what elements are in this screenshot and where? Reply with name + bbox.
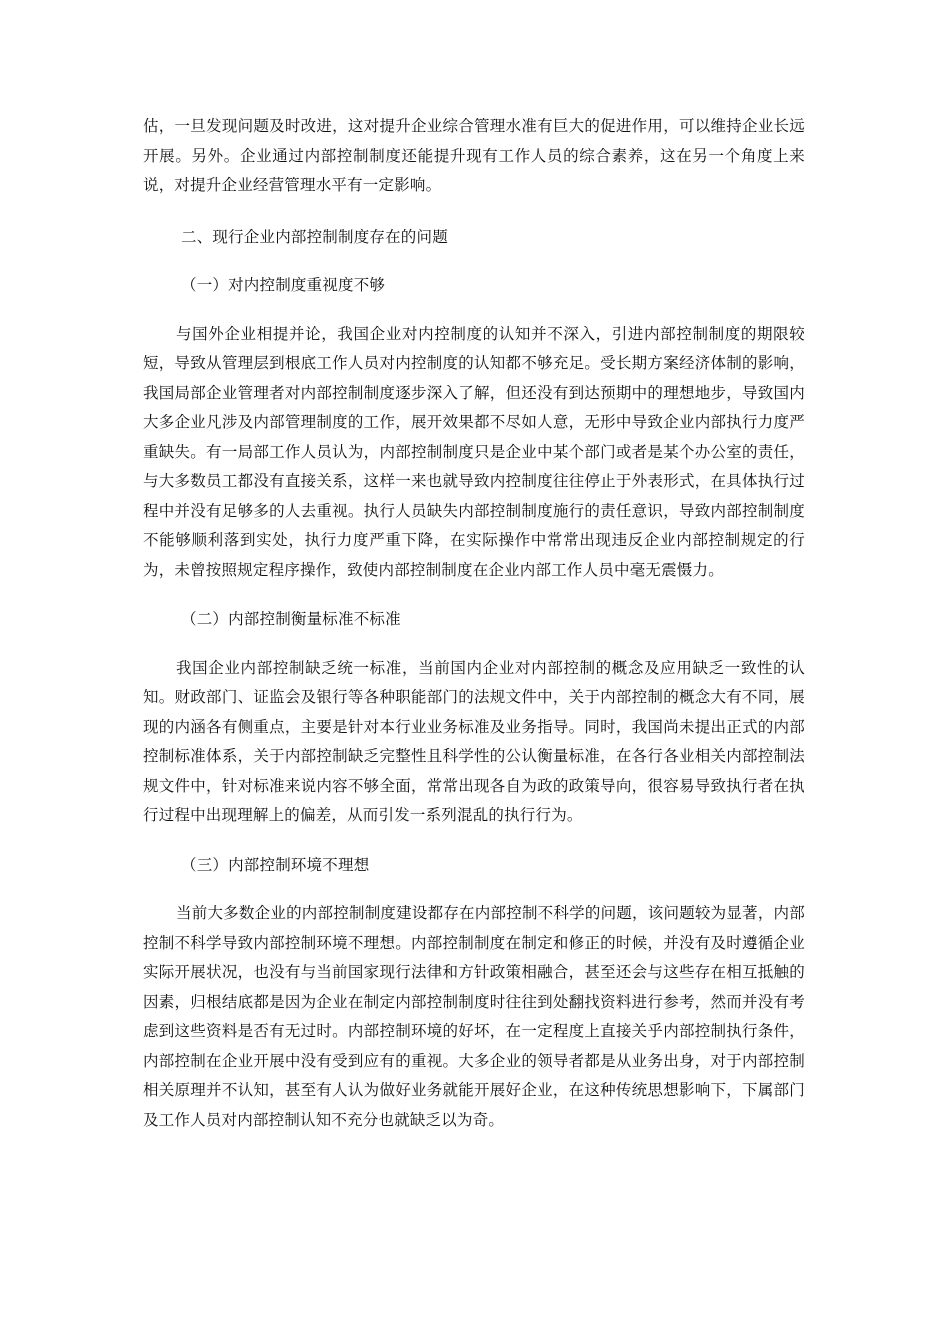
subsection-heading-3: （三）内部控制环境不理想 (181, 855, 370, 874)
intro-continuation-paragraph: 估，一旦发现问题及时改进，这对提升企业综合管理水准有巨大的促进作用，可以维持企业长远开展。另外。企业通过内部控制制度还能提升现有工作人员的综合素养，这在另一个角度上来说，对提升企业经营管理水平有一定影响。 (143, 117, 805, 194)
document-page (143, 112, 805, 1155)
section-heading: 二、现行企业内部控制制度存在的问题 (181, 227, 448, 246)
subsection-heading-2: （二）内部控制衡量标准不标准 (181, 610, 401, 628)
subsection-heading-1: （一）对内控制度重视度不够 (181, 276, 386, 294)
subsection-body-3: 当前大多数企业的内部控制制度建设都存在内部控制不科学的问题，该问题较为显著，内部控制不科学导致内部控制环境不理想。内部控制制度在制定和修正的时候，并没有及时遵循企业实际开展状况，也没有与当前国家现行法律和方针政策相融合，甚至还会与这些存在相互抵触的因素，归根结底都是因为企业在制定内部控制制度时往往到处翻找资料进行参考，然而并没有考虑到这些资料是否有无过时。内部控制环境的好坏，在一定程度上直接关乎内部控制执行条件，内部控制在企业开展中没有受到应有的重视。大多企业的领导者都是从业务出身，对于内部控制相关原理并不认知，甚至有人认为做好业务就能开展好企业，在这种传统思想影响下，下属部门及工作人员对内部控制认知不充分也就缺乏以为奇。 (143, 904, 805, 1129)
subsection-body-2: 我国企业内部控制缺乏统一标准，当前国内企业对内部控制的概念及应用缺乏一致性的认知。财政部门、证监会及银行等各种职能部门的法规文件中，关于内部控制的概念大有不同，展现的内涵各有侧重点，主要是针对本行业业务标准及业务指导。同时，我国尚未提出正式的内部控制标准体系，关于内部控制缺乏完整性且科学性的公认衡量标准，在各行各业相关内部控制法规文件中，针对标准来说内容不够全面，常常出现各自为政的政策导向，很容易导致执行者在执行过程中出现理解上的偏差，从而引发一系列混乱的执行行为。 (143, 658, 805, 824)
subsection-body-1: 与国外企业相提并论，我国企业对内控制度的认知并不深入，引进内部控制制度的期限较短，导致从管理层到根底工作人员对内控制度的认知都不够充足。受长期方案经济体制的影响，我国局部企业管理者对内部控制制度逐步深入了解，但还没有到达预期中的理想地步，导致国内大多企业凡涉及内部管理制度的工作，展开效果都不尽如人意，无形中导致企业内部执行力度严重缺失。有一局部工作人员认为，内部控制制度只是企业中某个部门或者是某个办公室的责任，与大多数员工都没有直接关系，这样一来也就导致内控制度往往停止于外表形式，在具体执行过程中并没有足够多的人去重视。执行人员缺失内部控制制度施行的责任意识，导致内部控制制度不能够顺利落到实处，执行力度严重下降，在实际操作中常常出现违反企业内部控制规定的行为，未曾按照规定程序操作，致使内部控制制度在企业内部工作人员中毫无震慑力。 (143, 324, 805, 579)
